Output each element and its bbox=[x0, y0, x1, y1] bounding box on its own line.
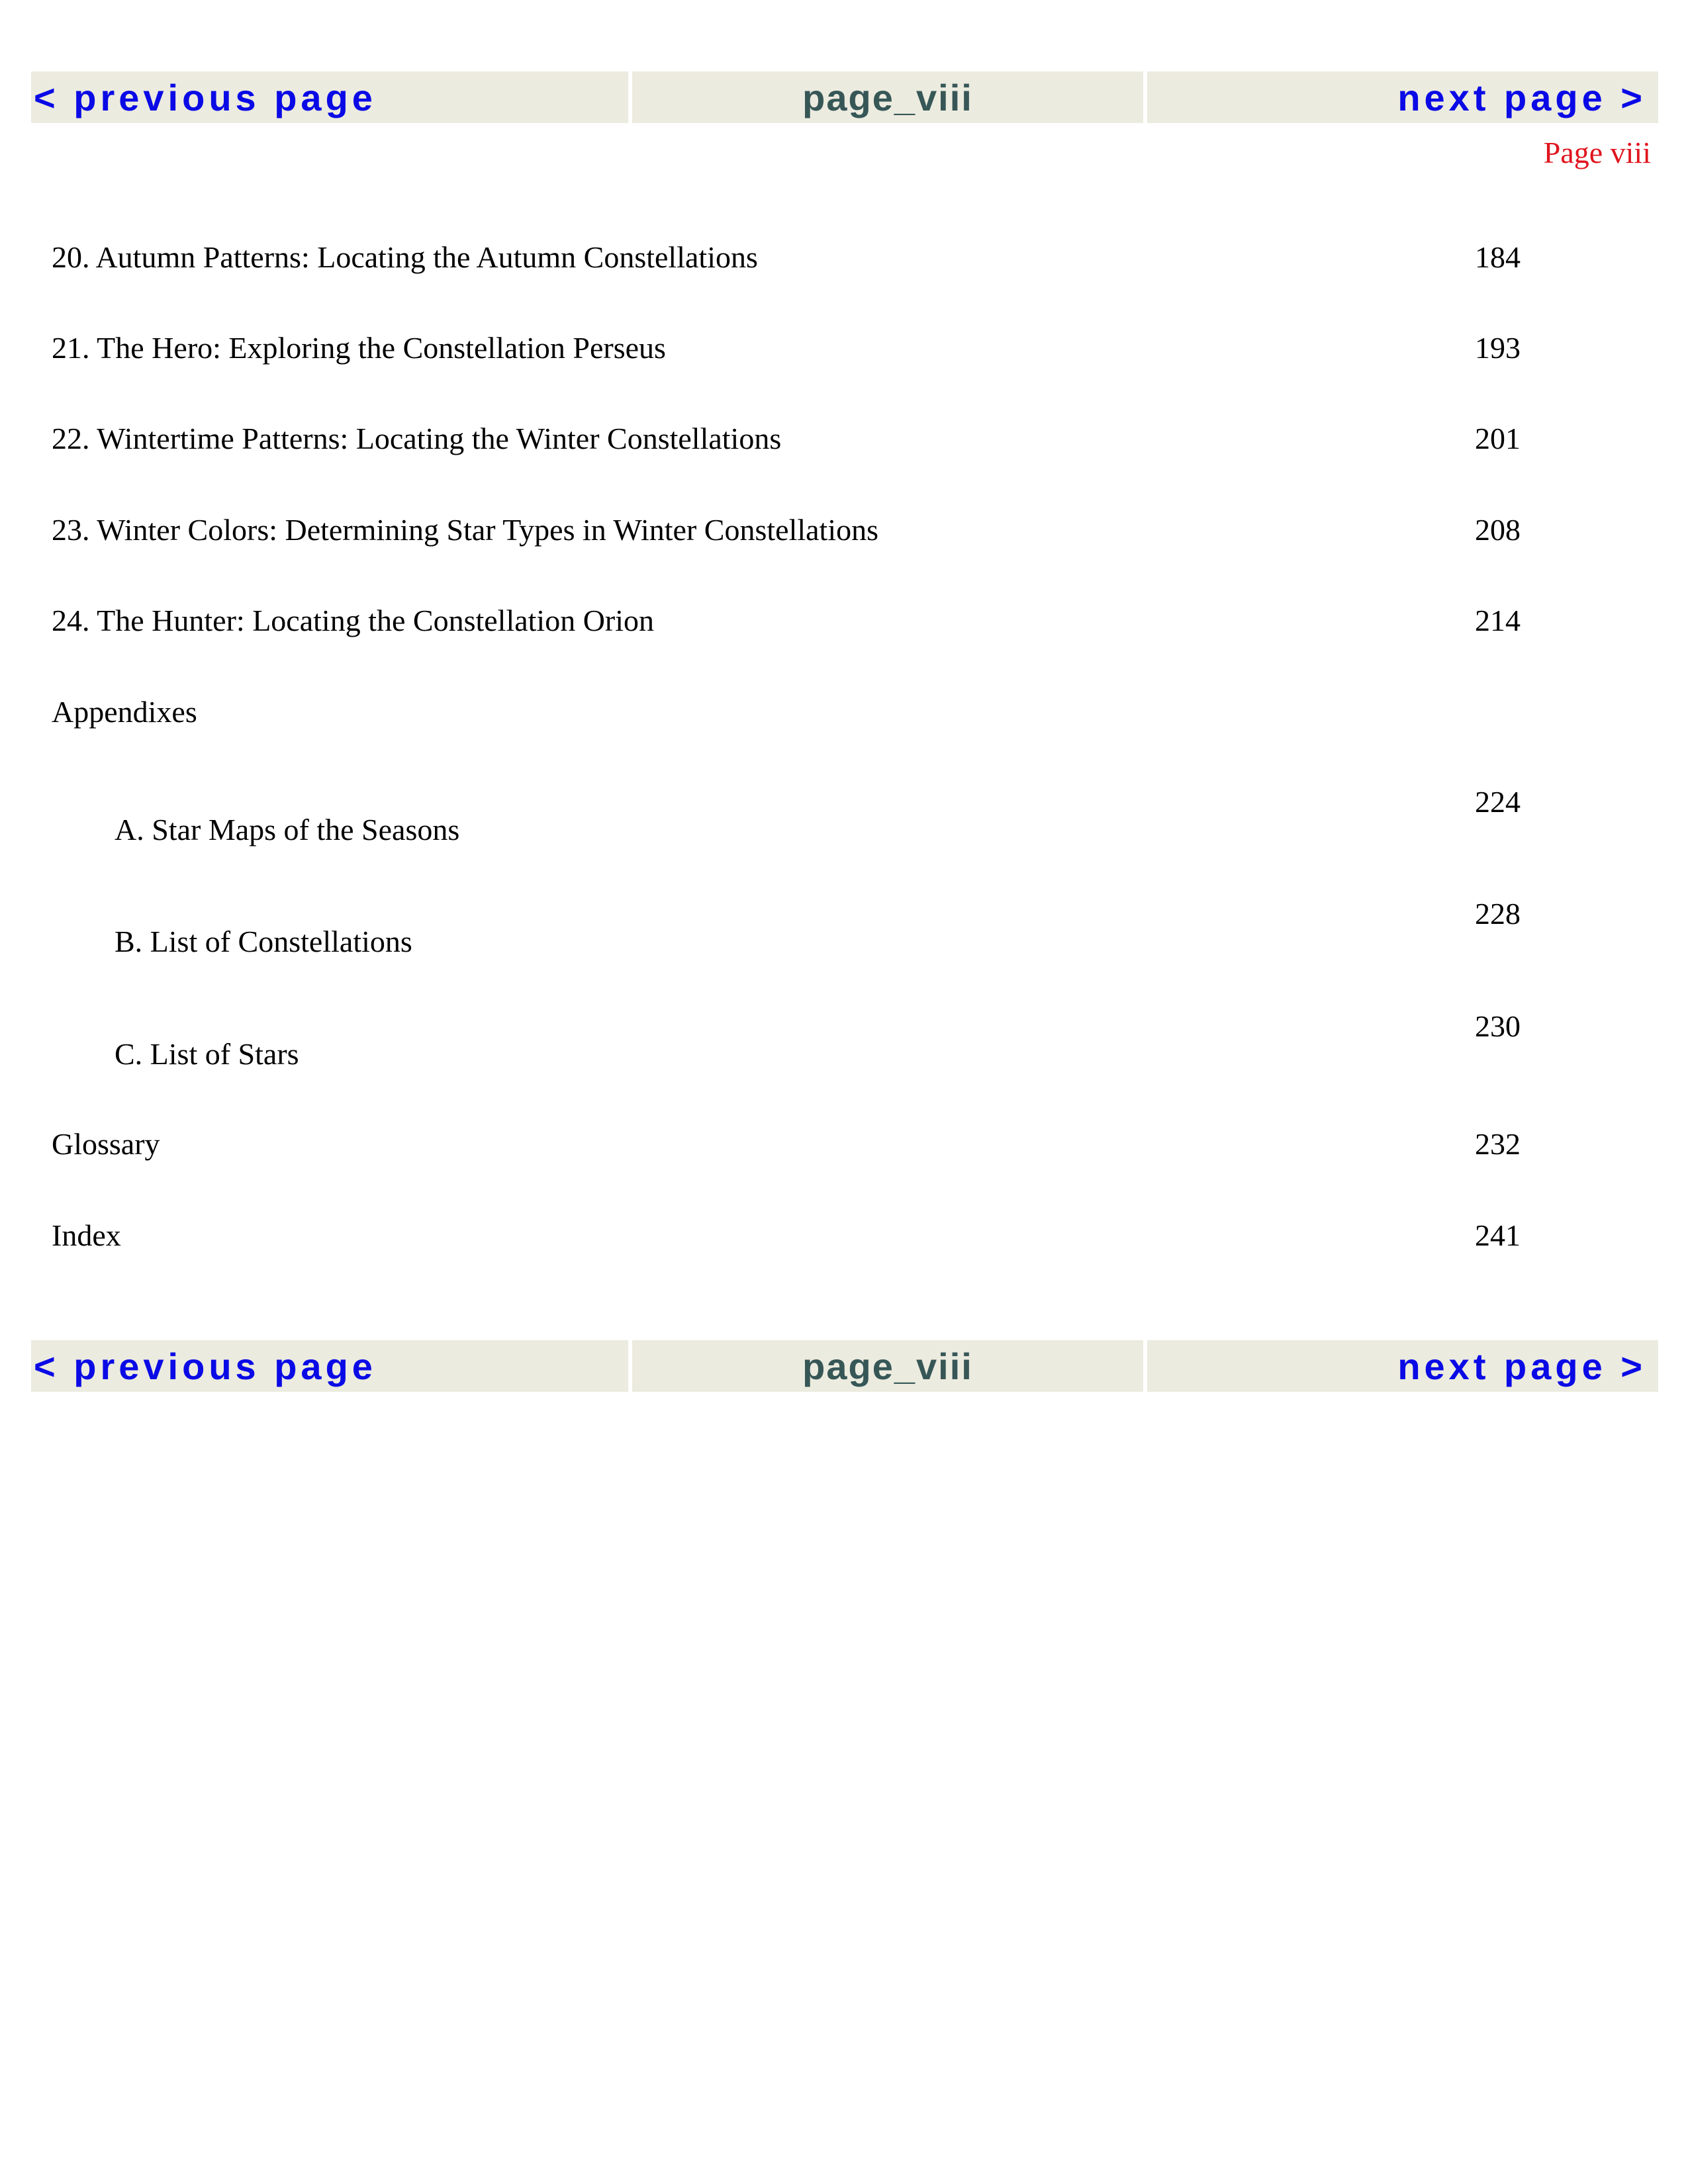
toc-entry bbox=[0, 1126, 1688, 1166]
toc-entry-page: 224 bbox=[1475, 785, 1521, 819]
page-label: page_viii bbox=[632, 71, 1143, 123]
toc-entry bbox=[0, 240, 1688, 279]
toc-entry-page: 184 bbox=[1475, 240, 1521, 274]
toc-entry-title: 24. The Hunter: Locating the Constellation Orion bbox=[52, 604, 655, 637]
toc-entry bbox=[0, 896, 1688, 958]
toc-entry-title: Glossary bbox=[52, 1127, 160, 1161]
toc-entry bbox=[0, 603, 1688, 643]
toc-entry bbox=[0, 330, 1688, 370]
next-page-link[interactable]: next page > bbox=[1147, 71, 1658, 123]
toc-section-heading bbox=[0, 694, 1688, 734]
toc-entry-title: 21. The Hero: Exploring the Constellation Perseus bbox=[52, 331, 666, 365]
toc-entry bbox=[0, 1218, 1688, 1257]
toc-entry-page: 208 bbox=[1475, 513, 1521, 547]
toc-entry-page: 232 bbox=[1475, 1127, 1521, 1161]
toc-entry-title: 20. Autumn Patterns: Locating the Autumn Constellations bbox=[52, 240, 758, 274]
toc-entry-page: 214 bbox=[1475, 604, 1521, 637]
toc-entry-title: 23. Winter Colors: Determining Star Types in Winter Constellations bbox=[52, 513, 879, 547]
toc-entry-title: Index bbox=[52, 1218, 121, 1252]
toc-entry-title: Appendixes bbox=[52, 695, 197, 729]
page-label: page_viii bbox=[632, 1340, 1143, 1392]
toc-entry-page: 201 bbox=[1475, 422, 1521, 455]
previous-page-link[interactable]: < previous page bbox=[31, 1340, 628, 1392]
previous-page-link[interactable]: < previous page bbox=[31, 71, 628, 123]
toc-entry-page: 241 bbox=[1475, 1218, 1521, 1252]
toc-entry-title: A. Star Maps of the Seasons bbox=[115, 813, 460, 846]
toc-entry-title: 22. Wintertime Patterns: Locating the Winter Constellations bbox=[52, 422, 782, 455]
toc-entry-title: B. List of Constellations bbox=[115, 925, 412, 958]
toc-entry-page: 230 bbox=[1475, 1009, 1521, 1043]
toc-entry bbox=[0, 784, 1688, 846]
toc-entry-page: 228 bbox=[1475, 897, 1521, 931]
toc-entry bbox=[0, 421, 1688, 461]
next-page-link[interactable]: next page > bbox=[1147, 1340, 1658, 1392]
toc-entry bbox=[0, 1009, 1688, 1071]
toc-entry-title: C. List of Stars bbox=[115, 1037, 299, 1071]
toc-entry-page: 193 bbox=[1475, 331, 1521, 365]
page-marker: Page viii bbox=[1543, 136, 1651, 169]
toc-entry bbox=[0, 512, 1688, 552]
bottom-navigation-bar bbox=[31, 1340, 1658, 1392]
